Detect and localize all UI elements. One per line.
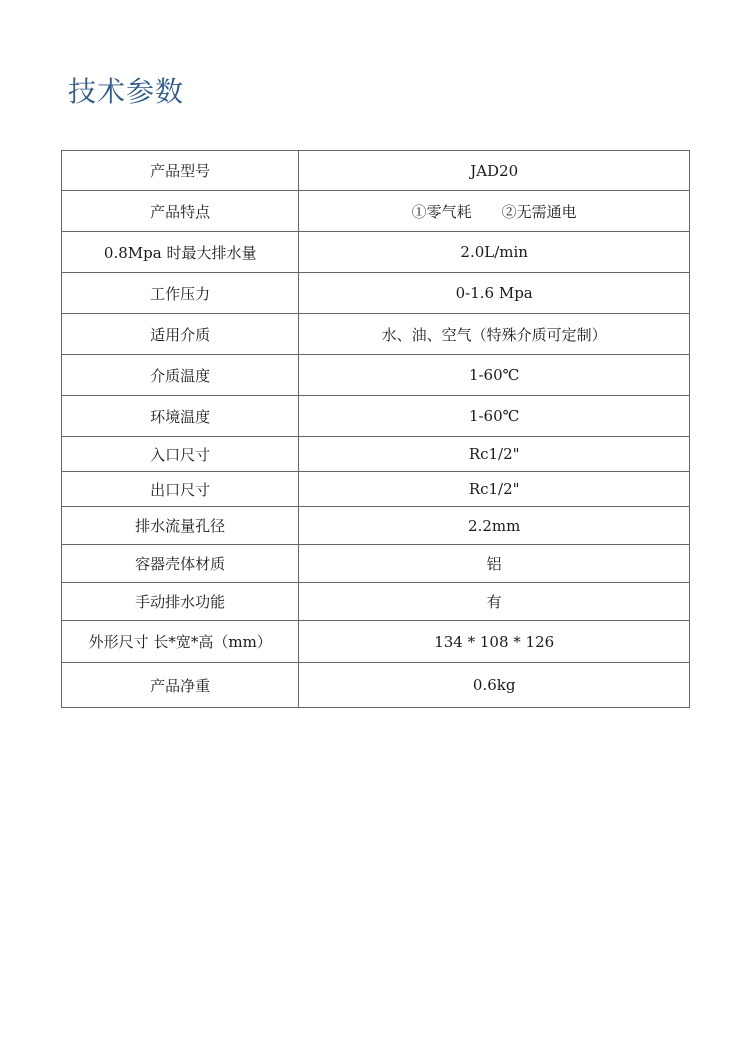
spec-value: 134 * 108 * 126: [299, 621, 690, 663]
spec-value: Rc1/2": [299, 472, 690, 507]
spec-value: 1-60℃: [299, 396, 690, 437]
spec-value: 铝: [299, 545, 690, 583]
table-row: [62, 355, 690, 396]
spec-label: 产品净重: [62, 663, 299, 708]
spec-value: 2.2mm: [299, 507, 690, 545]
spec-table: [61, 150, 690, 708]
spec-value: 水、油、空气（特殊介质可定制）: [299, 314, 690, 355]
table-row: [62, 472, 690, 507]
spec-value: 0-1.6 Mpa: [299, 273, 690, 314]
spec-value: 2.0L/min: [299, 232, 690, 273]
table-row: [62, 151, 690, 191]
spec-label: 环境温度: [62, 396, 299, 437]
spec-label: 工作压力: [62, 273, 299, 314]
table-row: [62, 583, 690, 621]
table-row: [62, 621, 690, 663]
table-row: [62, 437, 690, 472]
spec-value: 1-60℃: [299, 355, 690, 396]
spec-label: 产品特点: [62, 191, 299, 232]
spec-label: 入口尺寸: [62, 437, 299, 472]
spec-label: 产品型号: [62, 151, 299, 191]
spec-label: 出口尺寸: [62, 472, 299, 507]
spec-label: 容器壳体材质: [62, 545, 299, 583]
spec-value: 有: [299, 583, 690, 621]
spec-value: 0.6kg: [299, 663, 690, 708]
table-row: [62, 232, 690, 273]
spec-label: 排水流量孔径: [62, 507, 299, 545]
spec-label: 适用介质: [62, 314, 299, 355]
table-row: [62, 273, 690, 314]
table-row: [62, 314, 690, 355]
table-row: [62, 545, 690, 583]
table-row: [62, 507, 690, 545]
spec-value: ①零气耗 ②无需通电: [299, 191, 690, 232]
spec-label: 外形尺寸 长*宽*高（mm）: [62, 621, 299, 663]
spec-label: 介质温度: [62, 355, 299, 396]
spec-label: 0.8Mpa 时最大排水量: [62, 232, 299, 273]
spec-value: Rc1/2": [299, 437, 690, 472]
table-row: [62, 396, 690, 437]
spec-value: JAD20: [299, 151, 690, 191]
table-row: [62, 663, 690, 708]
table-row: [62, 191, 690, 232]
spec-label: 手动排水功能: [62, 583, 299, 621]
page-title: 技术参数: [68, 75, 185, 108]
